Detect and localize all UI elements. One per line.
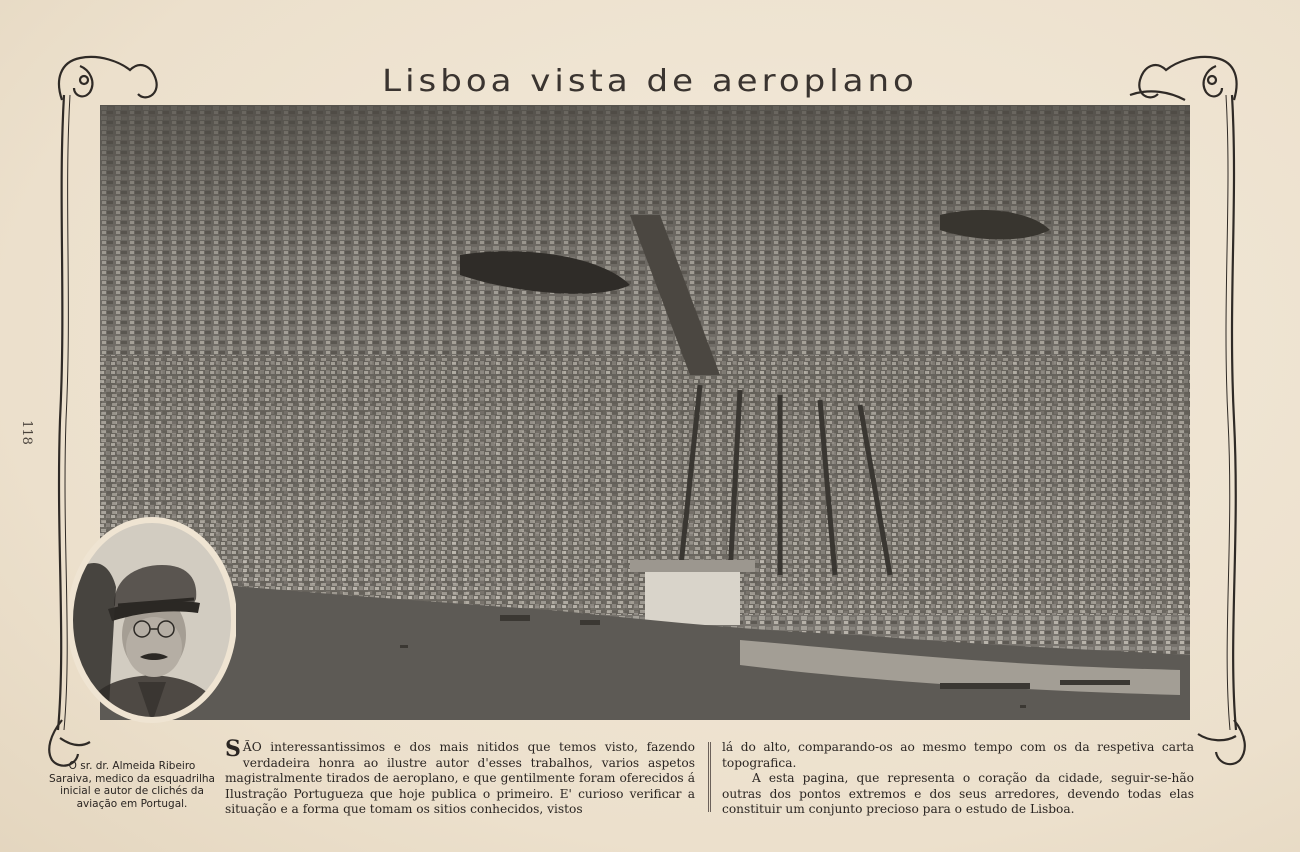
article-paragraph: A esta pagina, que representa o coração da cidade, seguir-se-hão outras dos pontos extremos e dos seus arredores, devendo todas elas constituir um conjunto precioso para o estudo de Lisboa. (722, 771, 1194, 816)
column-divider (708, 742, 711, 812)
drop-cap: S (225, 736, 241, 762)
article-text: ÃO interessantissimos e dos mais nitidos que temos visto, fazendo verdadeira honra ao ilustre autor d'esses trabalhos, varios aspetos magistralmente tirados de aeroplano, e que gentilmente foram oferecidos á Ilustração Portugueza que hoje publica o primeiro. E' curioso verificar a situação e a forma que tomam os sitios conhecidos, vistos (225, 740, 695, 816)
article-paragraph (225, 736, 695, 818)
article-column-2 (722, 740, 1194, 818)
aerial-photo-lisbon (100, 105, 1190, 720)
page-number: 118 (18, 420, 34, 445)
article-column-1 (225, 736, 695, 818)
article-paragraph: lá do alto, comparando-os ao mesmo tempo com os da respetiva carta topografica. (722, 740, 1194, 770)
page-title: Lisboa vista de aeroplano (382, 62, 918, 99)
portrait-oval (68, 517, 236, 723)
portrait-caption: O sr. dr. Almeida Ribeiro Saraiva, medico da esquadrilha inicial e autor de clichés da aviação em Portugal. (49, 760, 215, 810)
